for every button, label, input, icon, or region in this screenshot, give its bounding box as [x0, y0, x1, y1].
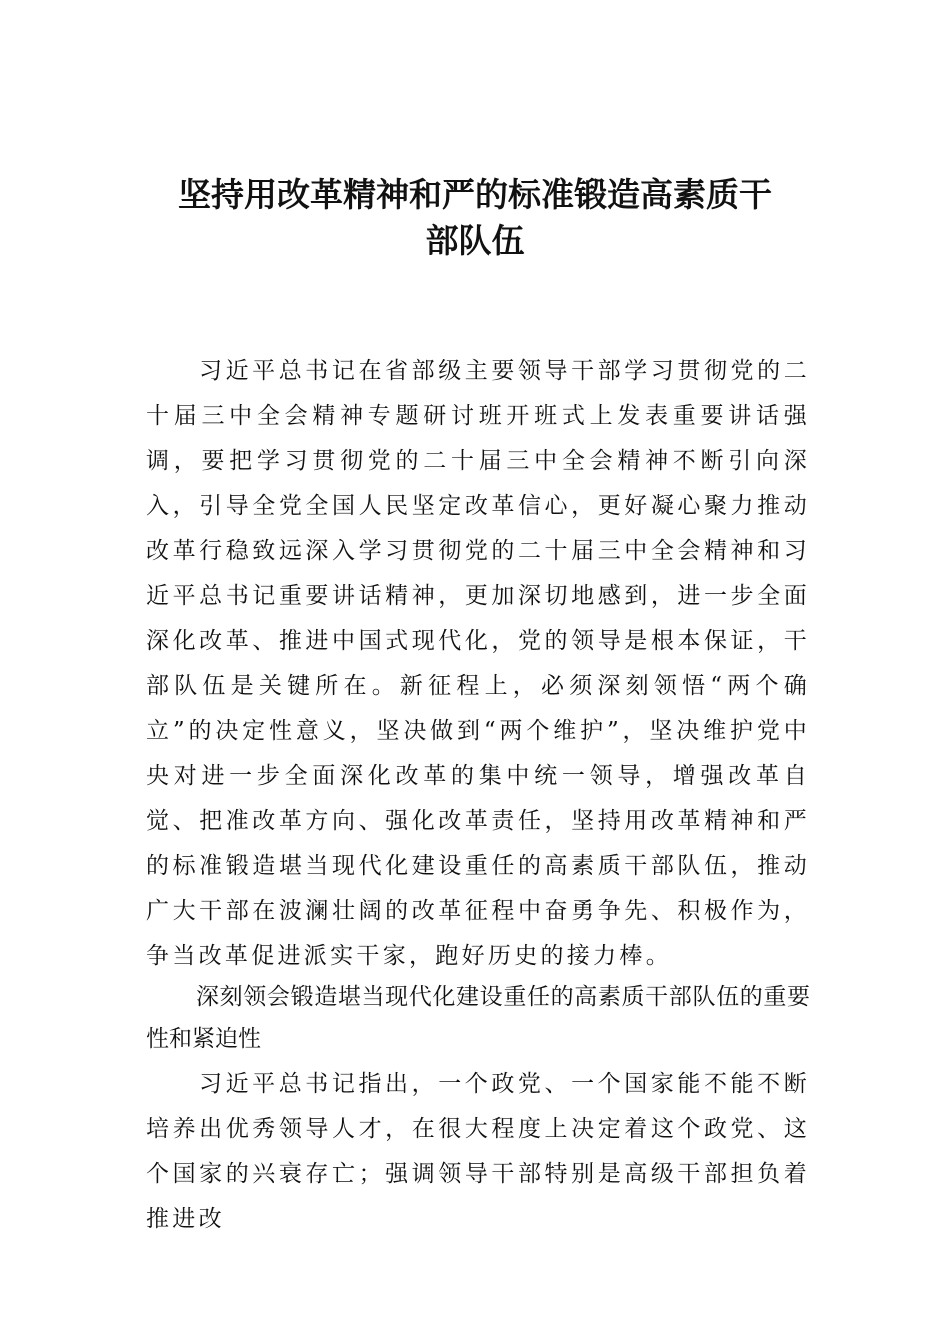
document-title-line-1: 坚持用改革精神和严的标准锻造高素质干 [178, 175, 772, 214]
section-heading: 深刻领会锻造堪当现代化建设重任的高素质干部队伍的重要性和紧迫性 [146, 984, 810, 1052]
document-title-line-2: 部队伍 [425, 221, 525, 260]
body-paragraph-1: 习近平总书记在省部级主要领导干部学习贯彻党的二十届三中全会精神专题研讨班开班式上发表重要讲话强调，要把学习贯彻党的二十届三中全会精神不断引向深入，引导全党全国人民坚定改革信心，更好凝心聚力推动改革行稳致远深入学习贯彻党的二十届三中全会精神和习近平总书记重要讲话精神，更加深切地感到，进一步全面深化改革、推进中国式现代化，党的领导是根本保证，干部队伍是关键所在。新征程上，必须深刻领悟“两个确立”的决定性意义，坚决做到“两个维护”，坚决维护党中央对进一步全面深化改革的集中统一领导，增强改革自觉、把准改革方向、强化改革责任，坚持用改革精神和严的标准锻造堪当现代化建设重任的高素质干部队伍，推动广大干部在波澜壮阔的改革征程中奋勇争先、积极作为，争当改革促进派实干家，跑好历史的接力棒。 [146, 358, 810, 969]
body-paragraph-2: 习近平总书记指出，一个政党、一个国家能不能不断培养出优秀领导人才，在很大程度上决定着这个政党、这个国家的兴衰存亡；强调领导干部特别是高级干部担负着推进改 [146, 1071, 810, 1232]
